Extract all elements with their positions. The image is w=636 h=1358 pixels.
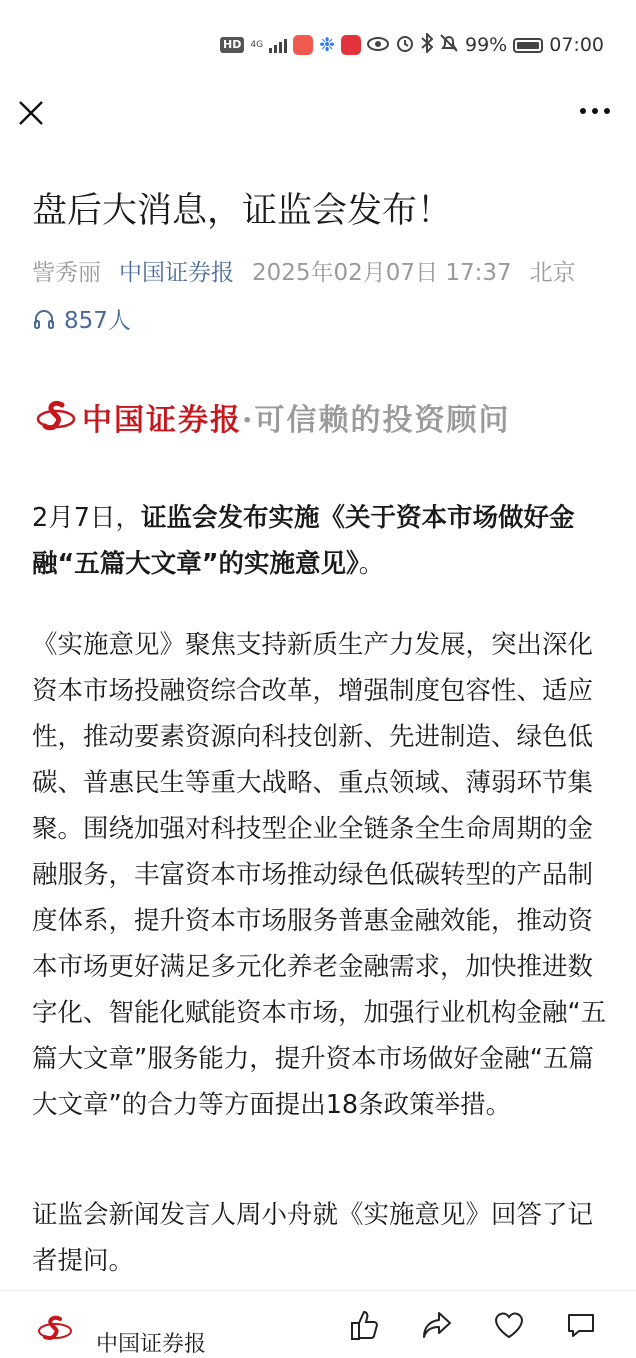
headphones-icon xyxy=(32,307,56,331)
eye-icon xyxy=(367,34,389,56)
battery-icon xyxy=(513,38,543,53)
app-icon xyxy=(341,35,361,55)
para2-text: 《实施意见》聚焦支持新质生产力发展，突出深化资本市场投融资综合改革，增强制度包容性、适应性，推动要素资源向科技创新、先进制造、绿色低碳、普惠民生等重大战略、重点领域、薄弱环节集聚。围绕加强对科技型企业全链条全生命周期的金融服务，丰富资本市场推动绿色低碳转型的产品制度体系，提升资本市场服务普惠金融效能，推动资本市场更好满足多元化养老金融需求，加快推进数字化、智能化赋能资本市场，加强行业机构金融“五篇大文章”服务能力，提升资本市场做好金融“五篇大文章”的合力等方面提出18条政策举措。 xyxy=(32,630,607,1120)
article-meta xyxy=(32,254,576,287)
close-icon[interactable] xyxy=(18,100,44,126)
para1-bold: 证监会发布实施《关于资本市场做好金融“五篇大文章”的实施意见》 xyxy=(32,503,575,579)
action-bar xyxy=(348,1309,598,1341)
paragraph-1 xyxy=(32,495,608,587)
publish-time: 2025年02月07日 17:37 xyxy=(252,260,512,286)
cs-logo-icon xyxy=(36,397,76,437)
battery-percent: 99% xyxy=(465,34,508,56)
clock: 07:00 xyxy=(549,34,604,56)
app-notification-icon xyxy=(293,35,313,55)
bottom-bar xyxy=(0,1290,636,1357)
baidu-icon: ❉ xyxy=(319,34,335,56)
brand-banner xyxy=(36,395,510,439)
author-name: 訾秀丽 xyxy=(32,260,101,286)
banner-text xyxy=(82,395,510,439)
para1-end: 。 xyxy=(358,549,385,579)
more-dots-icon[interactable] xyxy=(580,108,610,114)
article-toolbar xyxy=(0,92,636,132)
like-icon xyxy=(349,1309,381,1341)
comment-button[interactable] xyxy=(564,1309,598,1341)
publisher-logo-icon[interactable] xyxy=(36,1315,74,1351)
banner-slogan: ·可信赖的投资顾问 xyxy=(242,403,511,438)
favorite-button[interactable] xyxy=(492,1309,526,1341)
article-title: 盘后大消息，证监会发布！ xyxy=(32,191,453,231)
mute-icon xyxy=(439,33,459,58)
publisher-name[interactable]: 中国证券报 xyxy=(96,1332,207,1357)
para1-plain: 2月7日， xyxy=(32,503,141,533)
like-button[interactable] xyxy=(348,1309,382,1341)
paragraph-3 xyxy=(32,1192,608,1284)
source-link[interactable]: 中国证券报 xyxy=(119,260,234,286)
comment-icon xyxy=(565,1309,597,1341)
hd-badge: HD xyxy=(220,37,244,53)
favorite-icon xyxy=(493,1309,525,1341)
signal-icon xyxy=(269,37,287,53)
publish-location: 北京 xyxy=(529,260,576,286)
paragraph-2 xyxy=(32,622,608,1128)
alarm-icon xyxy=(395,33,415,58)
status-icons xyxy=(220,33,604,57)
share-button[interactable] xyxy=(420,1309,454,1341)
share-icon xyxy=(421,1309,453,1341)
network-type: 4G xyxy=(250,39,264,50)
listen-button[interactable] xyxy=(32,302,131,335)
banner-brand: 中国证券报 xyxy=(82,403,242,438)
bluetooth-icon xyxy=(421,33,433,58)
listen-count: 857人 xyxy=(64,308,131,334)
para3-text: 证监会新闻发言人周小舟就《实施意见》回答了记者提问。 xyxy=(32,1200,594,1276)
status-bar xyxy=(0,0,636,90)
